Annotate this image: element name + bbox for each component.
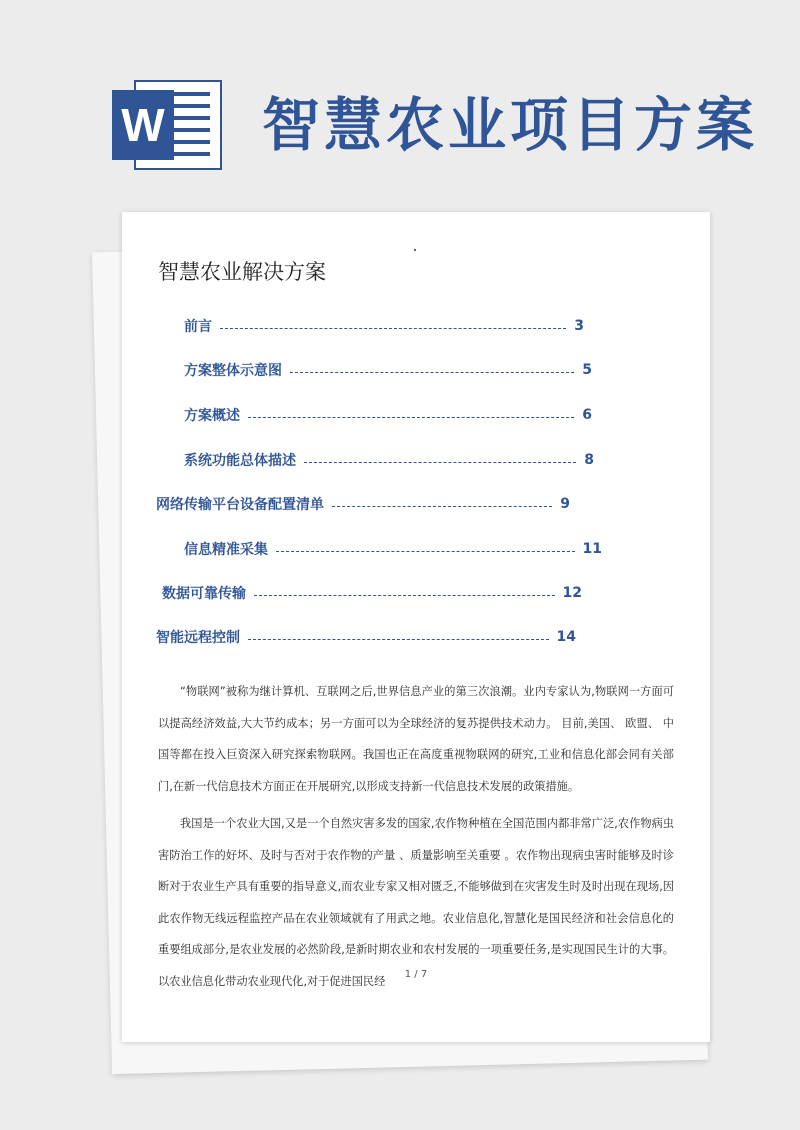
- toc-item-label: 信息精准采集: [184, 542, 268, 558]
- speck: [414, 249, 416, 251]
- toc-item[interactable]: [184, 403, 592, 427]
- toc-leader: [290, 372, 574, 373]
- toc-item-page: 6: [582, 407, 592, 423]
- toc-item-label: 系统功能总体描述: [184, 453, 296, 469]
- toc-item-page: 8: [584, 452, 594, 468]
- toc-item-page: 11: [582, 541, 602, 557]
- page-number: 1 / 7: [404, 969, 428, 980]
- toc-item[interactable]: [156, 625, 576, 649]
- toc-leader: [248, 417, 574, 418]
- toc-item[interactable]: [162, 581, 582, 605]
- toc-leader: [332, 506, 552, 507]
- toc-item[interactable]: [184, 537, 602, 561]
- toc-item-page: 14: [556, 629, 576, 645]
- document-title: 智慧农业解决方案: [158, 260, 326, 284]
- toc-item-page: 9: [560, 496, 570, 512]
- header-banner: [0, 0, 800, 200]
- word-icon: [112, 80, 222, 170]
- toc-item[interactable]: [184, 448, 594, 472]
- toc-leader: [304, 462, 576, 463]
- toc-item-label: 方案整体示意图: [184, 363, 282, 379]
- toc-item-label: 前言: [184, 319, 212, 335]
- toc-item-page: 3: [574, 318, 584, 334]
- toc-item[interactable]: [156, 492, 570, 516]
- toc-item[interactable]: [184, 314, 584, 338]
- toc-leader: [248, 639, 549, 640]
- toc-item-page: 5: [582, 362, 592, 378]
- word-icon-letter: W: [112, 90, 174, 160]
- toc-leader: [220, 328, 566, 329]
- page-title: 智慧农业项目方案: [262, 91, 759, 159]
- body-paragraph: “物联网”被称为继计算机、互联网之后,世界信息产业的第三次浪潮。业内专家认为,物联网一方面可以提高经济效益,大大节约成本；另一方面可以为全球经济的复苏提供技术动力。 目前,美国、 欧盟、 中国等都在投入巨资深入研究探索物联网。我国也正在高度重视物联网的研究,工业和信息化部会同有关部门,在新一代信息技术方面正在开展研究,以形成支持新一代信息技术发展的政策措施。: [158, 685, 674, 793]
- toc-item-label: 网络传输平台设备配置清单: [156, 497, 324, 513]
- body-paragraph: 我国是一个农业大国,又是一个自然灾害多发的国家,农作物种植在全国范围内都非常广泛,农作物病虫害防治工作的好坏、及时与否对于农作物的产量 、质量影响至关重要 。农作物出现病虫害时能够及时诊断对于农业生产具有重要的指导意义,而农业专家又相对匮乏,不能够做到在灾害发生时及时出现在现场,因此农作物无线远程监控产品在农业领域就有了用武之地。农业信息化,智慧化是国民经济和社会信息化的重要组成部分,是农业发展的必然阶段,是新时期农业和农村发展的一项重要任务,是实现国民生计的大事。 以农业信息化带动农业现代化,对于促进国民经: [158, 817, 674, 988]
- toc-leader: [276, 551, 575, 552]
- toc-item-page: 12: [562, 585, 582, 601]
- toc-item-label: 智能远程控制: [156, 630, 240, 646]
- toc-item[interactable]: [184, 358, 592, 382]
- toc-leader: [254, 595, 555, 596]
- toc-item-label: 数据可靠传输: [162, 586, 246, 602]
- toc-item-label: 方案概述: [184, 408, 240, 424]
- document-page: [122, 212, 710, 1042]
